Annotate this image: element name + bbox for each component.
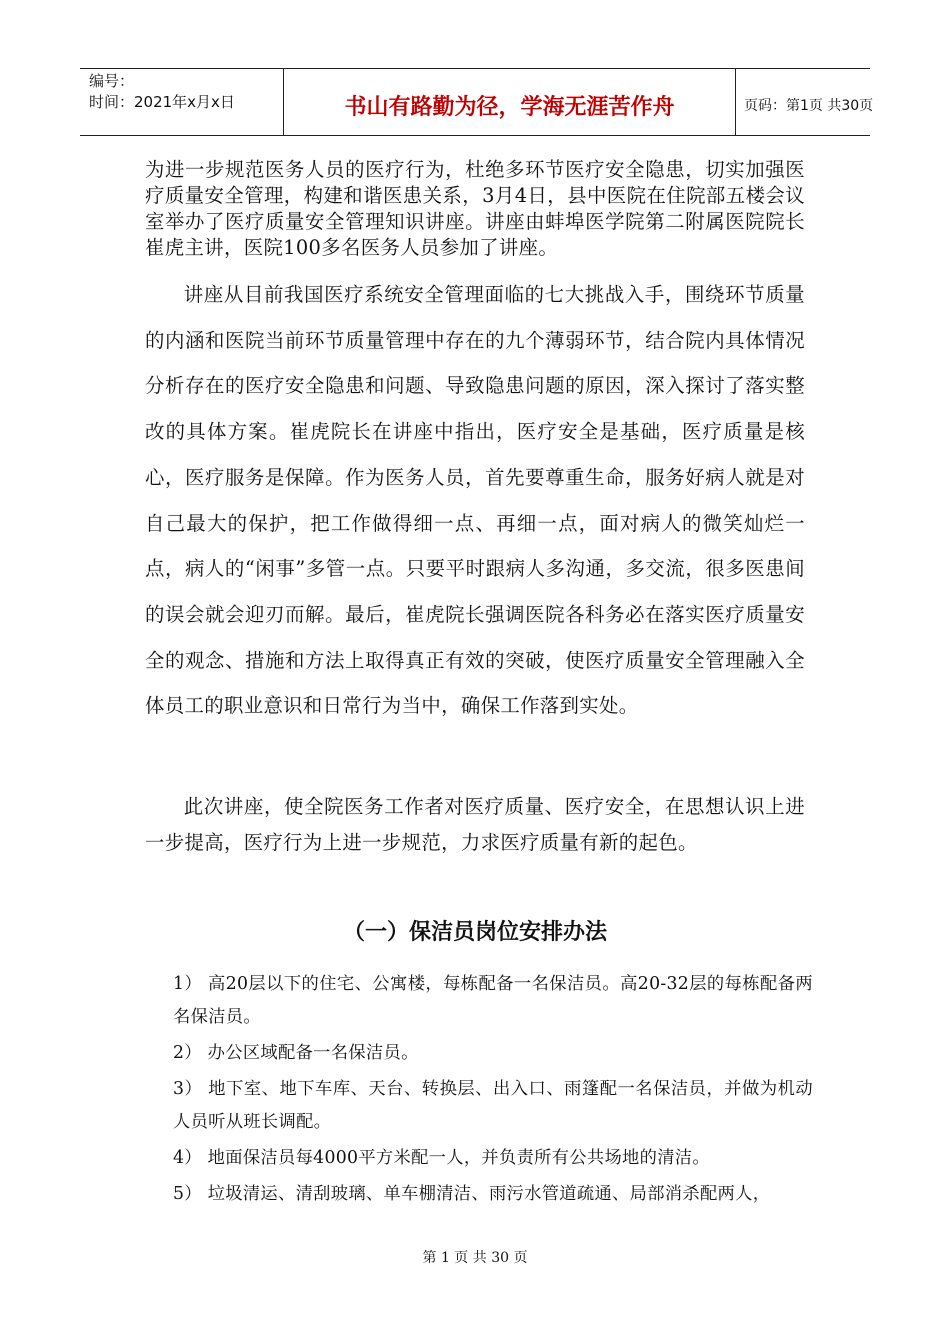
document-number-label: 编号： (89, 72, 135, 90)
header-meta (80, 69, 284, 135)
header-motto: 书山有路勤为径，学海无涯苦作舟 (284, 69, 736, 135)
paragraph-conclusion: 此次讲座，使全院医务工作者对医疗质量、医疗安全，在思想认识上进一步提高，医疗行为上进一步规范，力求医疗质量有新的起色。 (145, 795, 805, 854)
document-time-label: 时间：2021年x月x日 (89, 93, 235, 111)
list-item: 5） 垃圾清运、清刮玻璃、单车棚清洁、雨污水管道疏通、局部消杀配两人， (173, 1184, 771, 1204)
list-item: 3） 地下室、地下车库、天台、转换层、出入口、雨篷配一名保洁员，并做为机动人员听从班长调配。 (173, 1079, 813, 1132)
list-item: 2） 办公区域配备一名保洁员。 (173, 1043, 419, 1063)
header-page-info: 页码：第1页 共30页 (744, 98, 874, 114)
page-header (80, 68, 874, 136)
paragraph-intro: 为进一步规范医务人员的医疗行为，杜绝多环节医疗安全隐患，切实加强医疗质量安全管理，构建和谐医患关系，3月4日，县中医院在住院部五楼会议室举办了医疗质量安全管理知识讲座。讲座由蚌埠医学院第二附属医院院长崔虎主讲，医院100多名医务人员参加了讲座。 (145, 158, 805, 259)
list-item: 4） 地面保洁员每4000平方米配一人，并负责所有公共场地的清洁。 (173, 1148, 710, 1168)
section-title: （一）保洁员岗位安排办法 (342, 920, 607, 945)
list-item: 1） 高20层以下的住宅、公寓楼，每栋配备一名保洁员。高20-32层的每栋配备两名保洁员。 (173, 974, 813, 1027)
page-footer: 第 1 页 共 30 页 (422, 1250, 528, 1266)
cleaner-arrangement-list (173, 968, 813, 1214)
paragraph-lecture-content: 讲座从目前我国医疗系统安全管理面临的七大挑战入手，围绕环节质量的内涵和医院当前环节质量管理中存在的九个薄弱环节，结合院内具体情况分析存在的医疗安全隐患和问题、导致隐患问题的原因，深入探讨了落实整改的具体方案。崔虎院长在讲座中指出，医疗安全是基础，医疗质量是核心，医疗服务是保障。作为医务人员，首先要尊重生命，服务好病人就是对自己最大的保护，把工作做得细一点、再细一点，面对病人的微笑灿烂一点，病人的“闲事”多管一点。只要平时跟病人多沟通，多交流，很多医患间的误会就会迎刃而解。最后，崔虎院长强调医院各科务必在落实医疗质量安全的观念、措施和方法上取得真正有效的突破，使医疗质量安全管理融入全体员工的职业意识和日常行为当中，确保工作落到实处。 (145, 283, 805, 718)
